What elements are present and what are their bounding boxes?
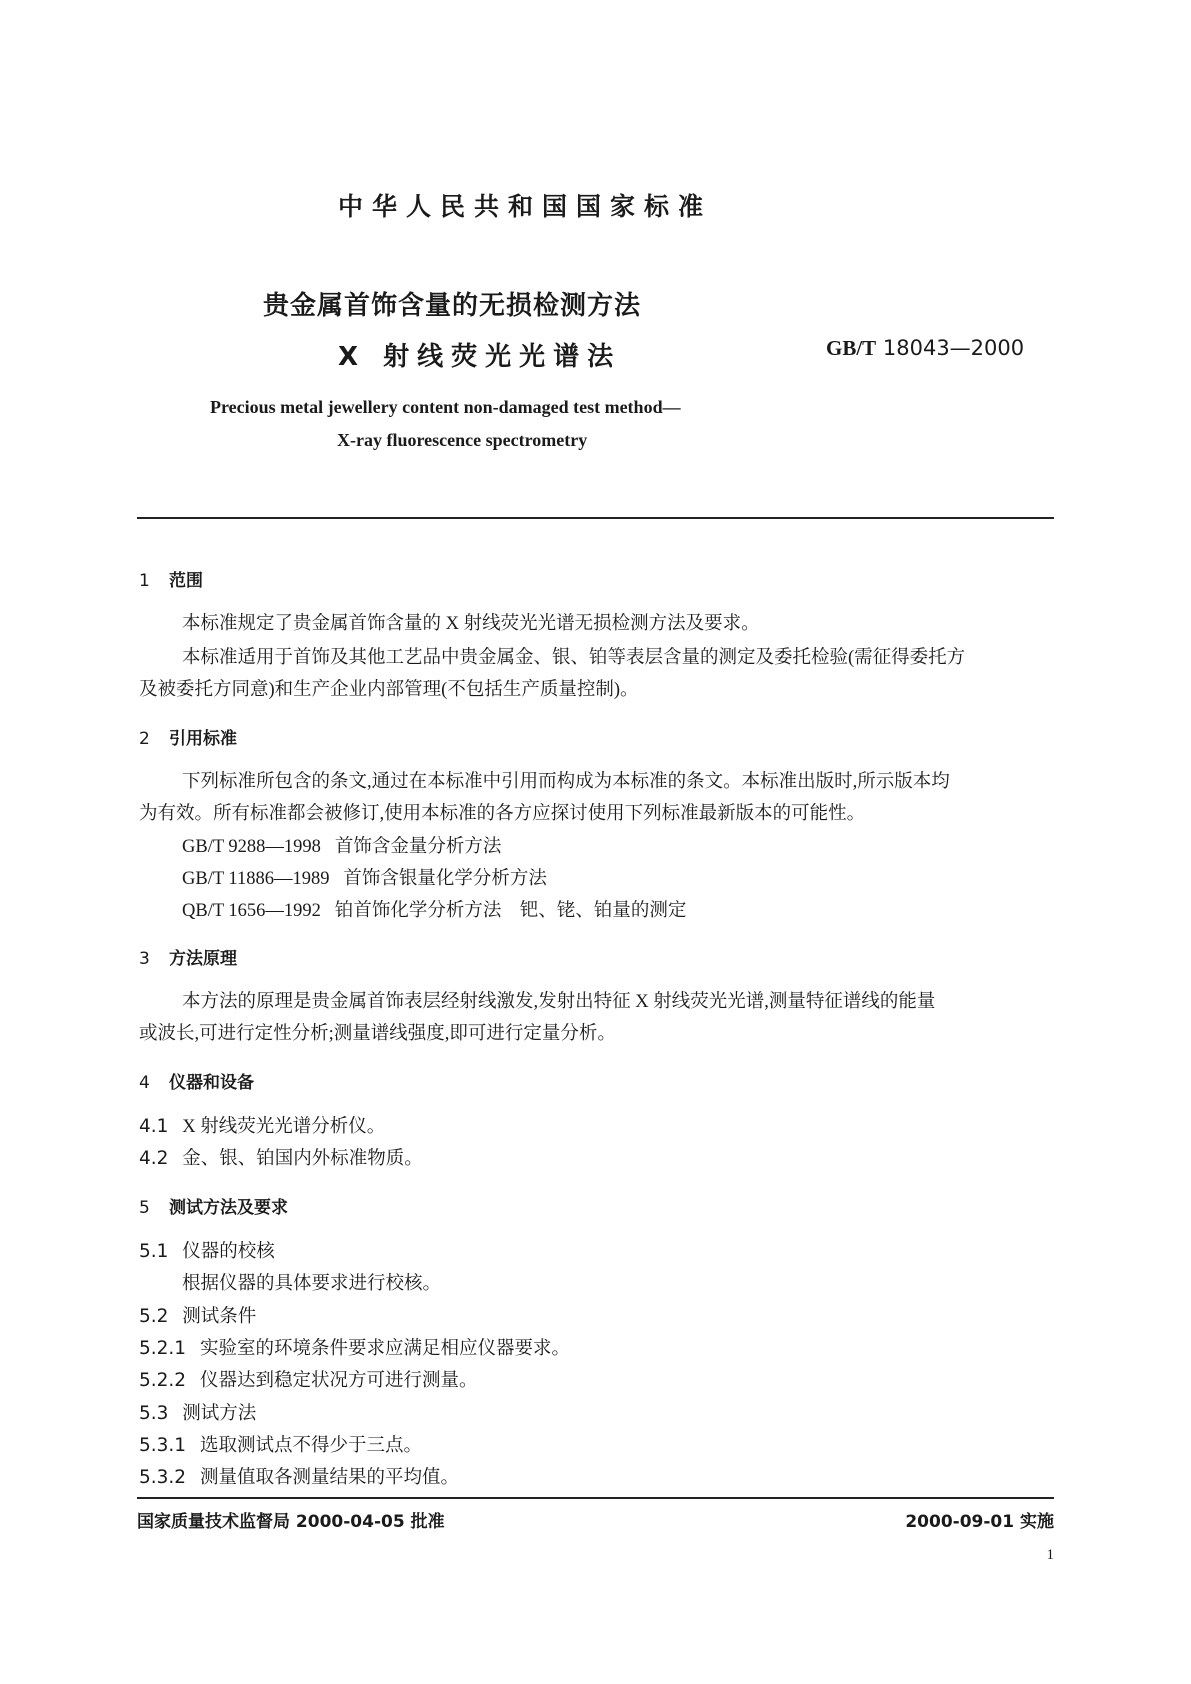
clause-5-2-2 [139, 1366, 477, 1392]
section-number: 1 [139, 571, 150, 591]
reference-item [182, 864, 547, 890]
section-3-heading [139, 944, 237, 969]
reference-title: 首饰含金量分析方法 [334, 837, 502, 857]
clause-number: 5.3 [139, 1403, 169, 1424]
reference-title: 铂首饰化学分析方法 钯、铑、铂量的测定 [334, 901, 687, 921]
header-divider [137, 517, 1054, 519]
clause-number: 4.2 [139, 1148, 169, 1169]
document-title-en: Precious metal jewellery content non-damaged test method— [210, 397, 681, 417]
standard-code-number: 18043—2000 [882, 336, 1025, 360]
clause-5-3-2 [139, 1463, 459, 1489]
clause-number: 5.1 [139, 1241, 169, 1262]
section-2-paragraph-line-2: 为有效。所有标准都会被修订,使用本标准的各方应探讨使用下列标准最新版本的可能性。 [139, 804, 866, 824]
standard-code [826, 336, 1024, 361]
section-5-heading [139, 1193, 288, 1218]
clause-number: 4.1 [139, 1116, 169, 1137]
reference-code: GB/T 11886—1989 [182, 869, 330, 889]
clause-text: 仪器达到稳定状况方可进行测量。 [199, 1371, 478, 1391]
section-2-paragraph-line-1: 下列标准所包含的条文,通过在本标准中引用而构成为本标准的条文。本标准出版时,所示版本均 [182, 772, 950, 792]
approval-statement: 国家质量技术监督局 2000-04-05 批准 [137, 1512, 445, 1532]
section-title: 范围 [169, 571, 203, 591]
section-title: 仪器和设备 [169, 1073, 254, 1093]
national-standard-heading: 中华人民共和国国家标准 [337, 192, 712, 221]
reference-item [182, 832, 501, 858]
clause-number: 5.2 [139, 1306, 169, 1327]
clause-text: 实验室的环境条件要求应满足相应仪器要求。 [199, 1339, 570, 1359]
clause-number: 5.2.1 [139, 1338, 187, 1359]
clause-number: 5.2.2 [139, 1370, 187, 1391]
clause-text: X 射线荧光光谱分析仪。 [182, 1117, 386, 1137]
section-number: 2 [139, 729, 150, 749]
section-number: 3 [139, 949, 150, 969]
clause-5-2 [139, 1302, 256, 1328]
section-1-paragraph-1: 本标准规定了贵金属首饰含量的 X 射线荧光光谱无损检测方法及要求。 [182, 614, 760, 634]
reference-code: QB/T 1656—1992 [182, 901, 321, 921]
section-number: 5 [139, 1198, 150, 1218]
clause-4-2 [139, 1144, 423, 1170]
clause-text: 测量值取各测量结果的平均值。 [199, 1468, 459, 1488]
clause-text: 金、银、铂国内外标准物质。 [182, 1149, 423, 1169]
section-1-paragraph-2-line-1: 本标准适用于首饰及其他工艺品中贵金属金、银、铂等表层含量的测定及委托检验(需征得委托方 [182, 648, 966, 668]
clause-text: 仪器的校核 [182, 1242, 275, 1262]
section-2-heading [139, 724, 237, 749]
section-number: 4 [139, 1073, 150, 1093]
section-title: 引用标准 [169, 729, 237, 749]
section-1-heading [139, 566, 203, 591]
document-subtitle-en: X-ray fluorescence spectrometry [337, 430, 588, 450]
document-subtitle-cn: X 射线荧光光谱法 [338, 342, 622, 372]
reference-code: GB/T 9288—1998 [182, 837, 321, 857]
clause-4-1 [139, 1112, 385, 1138]
clause-text: 选取测试点不得少于三点。 [199, 1436, 422, 1456]
section-title: 测试方法及要求 [169, 1198, 288, 1218]
section-title: 方法原理 [169, 949, 237, 969]
page-number: 1 [1046, 1547, 1054, 1563]
reference-item [182, 896, 686, 922]
document-title-cn: 贵金属首饰含量的无损检测方法 [263, 291, 642, 321]
section-4-heading [139, 1068, 254, 1093]
clause-number: 5.3.2 [139, 1467, 187, 1488]
clause-text: 测试条件 [182, 1307, 257, 1327]
clause-5-1-body: 根据仪器的具体要求进行校核。 [182, 1274, 442, 1294]
section-1-paragraph-2-line-2: 及被委托方同意)和生产企业内部管理(不包括生产质量控制)。 [139, 680, 639, 700]
reference-title: 首饰含银量化学分析方法 [343, 869, 547, 889]
implementation-date: 2000-09-01 实施 [905, 1512, 1054, 1532]
clause-number: 5.3.1 [139, 1435, 187, 1456]
section-3-paragraph-line-1: 本方法的原理是贵金属首饰表层经射线激发,发射出特征 X 射线荧光光谱,测量特征谱线的能量 [182, 992, 936, 1012]
section-3-paragraph-line-2: 或波长,可进行定性分析;测量谱线强度,即可进行定量分析。 [139, 1024, 616, 1044]
clause-text: 测试方法 [182, 1404, 257, 1424]
standard-code-prefix: GB/T [826, 336, 877, 360]
clause-5-3-1 [139, 1431, 422, 1457]
footer-divider [137, 1497, 1054, 1499]
clause-5-3 [139, 1399, 256, 1425]
clause-5-2-1 [139, 1334, 570, 1360]
clause-5-1 [139, 1237, 275, 1263]
